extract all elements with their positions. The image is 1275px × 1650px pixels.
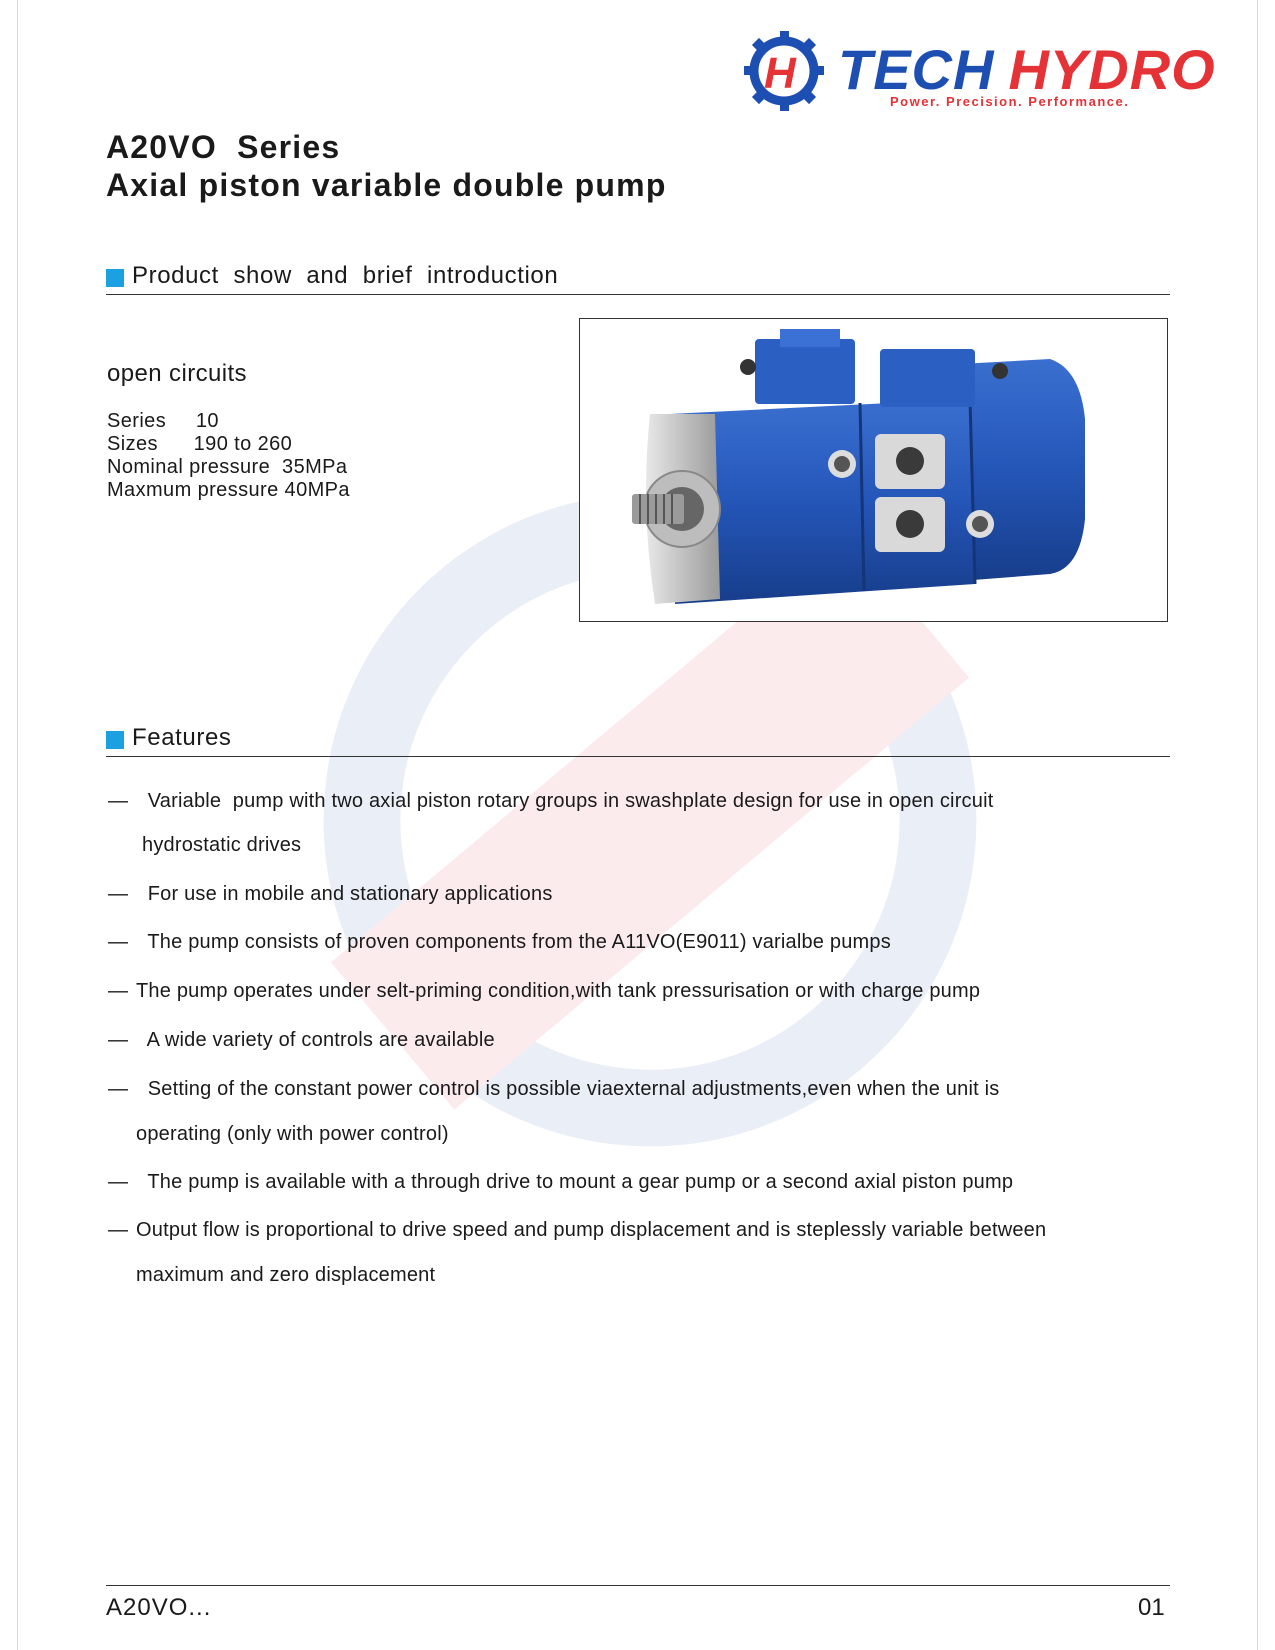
list-item: — The pump consists of proven components from the A11VO(E9011) varialbe pumps <box>108 931 891 953</box>
gear-logo-icon <box>740 28 832 114</box>
pump-photo <box>580 319 1167 621</box>
spec-row: Sizes 190 to 260 <box>107 433 293 455</box>
list-item: — Setting of the constant power control is possible viaexternal adjustments,even when the unit is <box>108 1078 1000 1100</box>
section-header-features <box>106 722 1170 757</box>
logo-word-hydro: HYDRO <box>1008 38 1216 101</box>
section-header-intro <box>106 260 1170 295</box>
footer-model: A20VO... <box>106 1594 212 1621</box>
section-label: Product show and brief introduction <box>132 262 559 289</box>
title-line-1: A20VO Series <box>106 129 341 165</box>
section-label: Features <box>132 724 232 751</box>
list-item-continuation: hydrostatic drives <box>142 834 302 856</box>
logo-word-tech: TECH <box>838 38 995 101</box>
spec-row: Series 10 <box>107 410 219 432</box>
spec-row: Nominal pressure 35MPa <box>107 456 348 478</box>
product-photo-frame <box>579 318 1168 622</box>
spec-row: Maxmum pressure 40MPa <box>107 479 350 501</box>
logo-tagline: Power. Precision. Performance. <box>890 94 1130 109</box>
logo-monogram: H <box>764 49 796 98</box>
list-item: — The pump operates under selt-priming condition,with tank pressurisation or with charge pump <box>108 980 981 1002</box>
brand-logo <box>740 22 1216 117</box>
spec-list <box>107 410 350 502</box>
list-item: — Variable pump with two axial piston rotary groups in swashplate design for use in open circuit <box>108 790 994 812</box>
list-item-continuation: operating (only with power control) <box>136 1123 449 1145</box>
circuit-type: open circuits <box>107 360 247 387</box>
page-number: 01 <box>1138 1594 1165 1621</box>
page-border-left <box>17 0 18 1650</box>
footer-divider <box>106 1585 1170 1586</box>
list-item: — For use in mobile and stationary applications <box>108 883 553 905</box>
list-item-continuation: maximum and zero displacement <box>136 1264 436 1286</box>
list-item: — A wide variety of controls are available <box>108 1029 495 1051</box>
list-item: — Output flow is proportional to drive speed and pump displacement and is steplessly variable between <box>108 1219 1047 1241</box>
page-border-right <box>1257 0 1258 1650</box>
title-line-2: Axial piston variable double pump <box>106 167 667 203</box>
section-square-icon <box>106 731 124 749</box>
page-title <box>106 128 667 204</box>
section-square-icon <box>106 269 124 287</box>
list-item: — The pump is available with a through drive to mount a gear pump or a second axial piston pump <box>108 1171 1014 1193</box>
logo-wordmark <box>838 40 1216 100</box>
